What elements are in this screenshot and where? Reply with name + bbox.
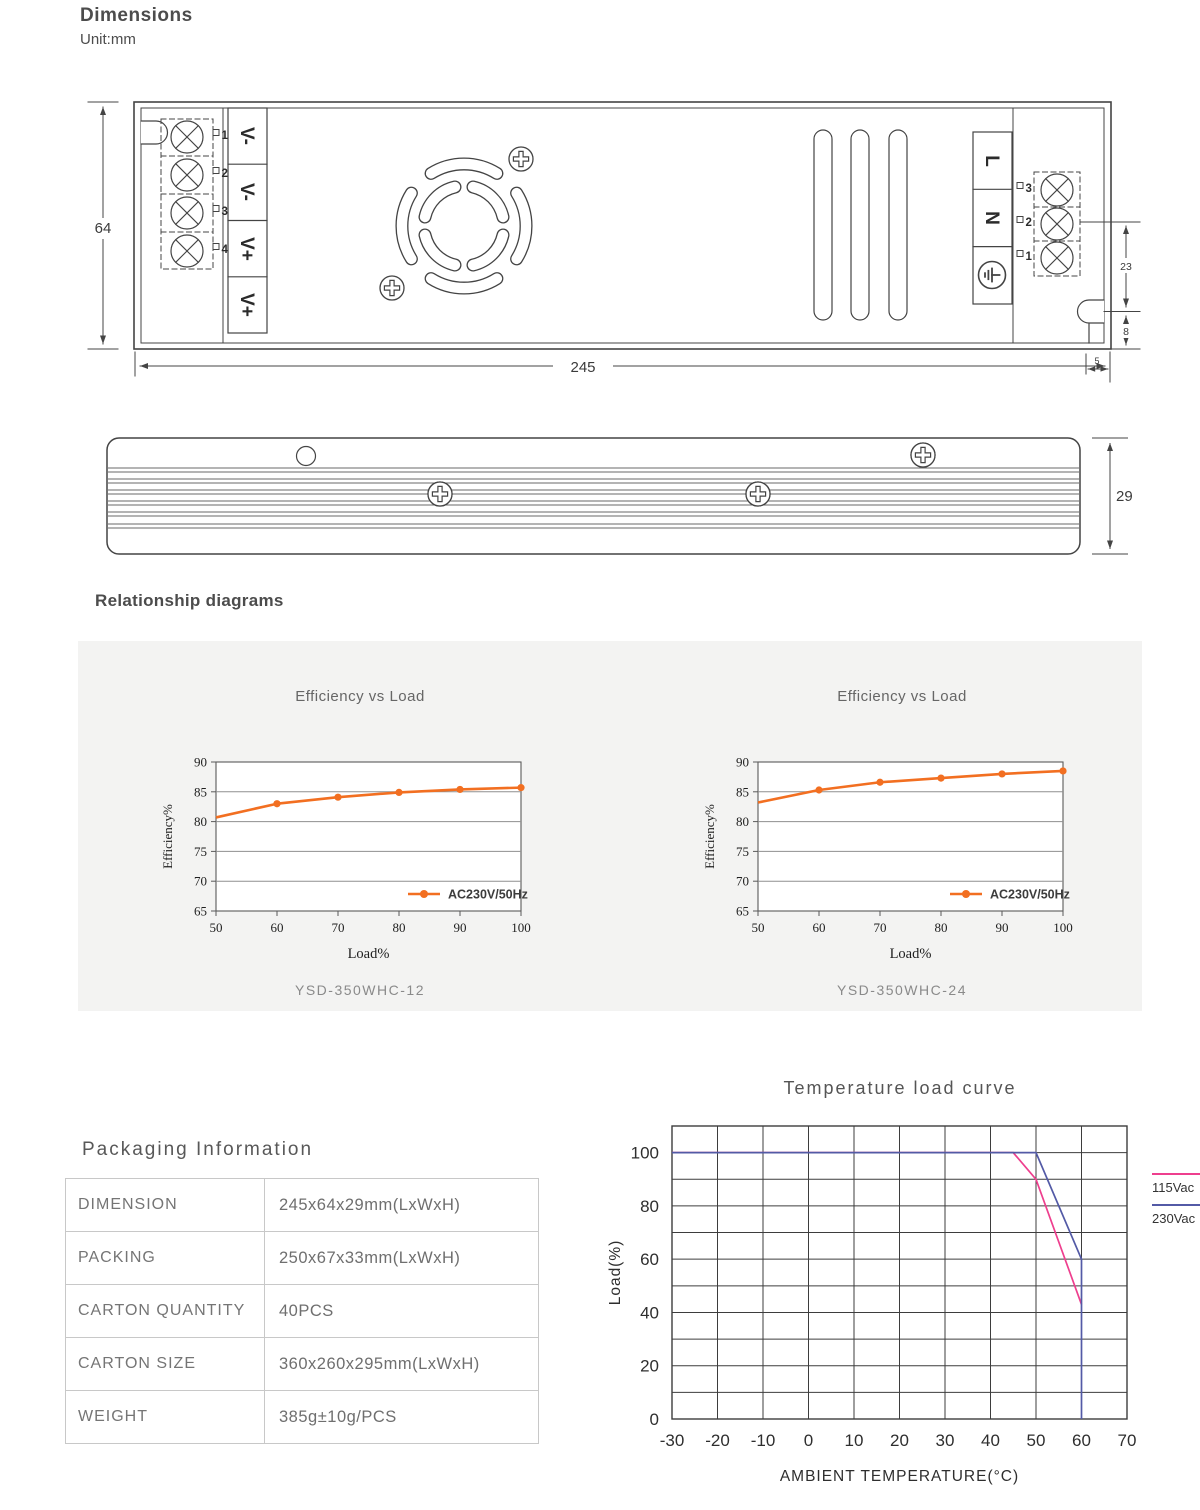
svg-text:L: L [981,155,1002,167]
table-row-value: 250x67x33mm(LxWxH) [279,1248,461,1267]
svg-text:V-: V- [236,183,257,201]
svg-text:Load%: Load% [347,946,390,962]
terminal-screw-icon [171,121,203,153]
svg-text:V+: V+ [236,293,257,317]
svg-text:-30: -30 [659,1431,685,1450]
svg-text:70: 70 [736,873,749,889]
svg-text:Efficiency%: Efficiency% [702,804,717,869]
vent-slots [814,130,907,320]
terminal-screw-icon [1041,208,1073,240]
svg-text:40: 40 [981,1431,1000,1450]
svg-text:5: 5 [1094,356,1100,366]
legend-line-115vac [1152,1173,1200,1175]
svg-text:N: N [981,211,1002,225]
svg-text:90: 90 [453,920,467,935]
svg-text:100: 100 [630,1143,659,1163]
svg-text:2: 2 [1025,217,1032,229]
svg-text:80: 80 [736,814,749,830]
svg-text:AC230V/50Hz: AC230V/50Hz [990,887,1070,902]
phillips-screw-icon [509,147,533,171]
table-row [66,1285,538,1338]
svg-text:90: 90 [995,920,1009,935]
input-terminal-block [973,132,1012,304]
svg-text:29: 29 [1116,488,1133,505]
svg-text:0: 0 [803,1431,814,1450]
efficiency-chart-24 [692,750,1112,965]
efficiency-chart-title-12: Efficiency vs Load [295,688,425,705]
svg-text:50: 50 [751,920,765,935]
dim-29 [1092,438,1139,554]
terminal-screw-icon [171,235,203,267]
svg-text:10: 10 [844,1431,864,1450]
terminal-screw-icon [171,197,203,229]
table-row-value: 40PCS [279,1301,334,1320]
terminal-screw-icon [1041,174,1073,206]
dim-245 [135,352,1110,382]
svg-text:100: 100 [1053,920,1073,935]
legend-label-230vac: 230Vac [1152,1211,1196,1226]
temperature-chart-title: Temperature load curve [783,1078,1017,1098]
svg-text:50: 50 [209,920,223,935]
side-view-drawing [107,438,1139,554]
svg-text:3: 3 [221,206,228,218]
svg-text:85: 85 [194,784,207,800]
table-row-label: CARTON QUANTITY [66,1285,265,1337]
svg-text:V-: V- [236,127,257,145]
svg-text:85: 85 [736,784,749,800]
table-row-value: 245x64x29mm(LxWxH) [279,1195,461,1214]
svg-text:90: 90 [194,754,207,770]
svg-text:AMBIENT TEMPERATURE(°C): AMBIENT TEMPERATURE(°C) [779,1468,1020,1485]
efficiency-chart-title-24: Efficiency vs Load [837,688,967,705]
svg-text:1: 1 [1025,251,1032,263]
svg-text:65: 65 [194,903,207,919]
output-terminal-block [228,108,267,333]
dimension-drawings [0,0,1200,600]
phillips-screw-icon [380,276,404,300]
svg-text:V+: V+ [236,237,257,261]
table-row-value: 385g±10g/PCS [279,1407,397,1426]
keyhole-notch-left [141,121,168,144]
svg-text:65: 65 [736,903,749,919]
chart-caption-24: YSD-350WHC-24 [837,982,967,998]
table-row [66,1338,538,1391]
svg-text:-20: -20 [705,1431,730,1450]
svg-text:Load%: Load% [889,946,932,962]
dim-64 [88,102,118,349]
table-row-label: PACKING [66,1232,265,1284]
svg-text:70: 70 [194,873,207,889]
table-row-value: 360x260x295mm(LxWxH) [279,1354,480,1373]
svg-text:60: 60 [270,920,284,935]
svg-text:60: 60 [640,1250,659,1270]
svg-text:60: 60 [1072,1431,1091,1450]
terminal-screw-icon [171,159,203,191]
svg-text:75: 75 [194,843,207,859]
svg-text:245: 245 [570,359,596,376]
svg-text:2: 2 [221,168,228,180]
case-outline [134,102,1111,349]
table-row-label: DIMENSION [66,1179,265,1231]
svg-text:64: 64 [94,220,112,237]
chart-caption-12: YSD-350WHC-12 [295,982,425,998]
svg-text:-10: -10 [750,1431,776,1450]
svg-text:80: 80 [392,920,406,935]
svg-text:Load(%): Load(%) [607,1239,624,1306]
dimensions-heading: Dimensions [80,5,193,26]
mounting-hole [297,447,316,466]
svg-text:23: 23 [1120,261,1132,273]
relationship-heading: Relationship diagrams [95,591,284,610]
svg-text:AC230V/50Hz: AC230V/50Hz [448,887,528,902]
temp-legend [1152,1173,1200,1226]
svg-text:70: 70 [331,920,345,935]
svg-text:1: 1 [221,130,228,142]
unit-label: Unit:mm [80,31,136,48]
svg-text:8: 8 [1123,326,1129,338]
svg-text:80: 80 [194,814,207,830]
svg-text:100: 100 [511,920,531,935]
svg-text:50: 50 [1026,1431,1046,1450]
packaging-heading: Packaging Information [82,1139,314,1160]
legend-label-115vac: 115Vac [1152,1180,1195,1195]
svg-text:80: 80 [934,920,948,935]
svg-text:40: 40 [640,1303,659,1323]
temperature-load-chart [600,1100,1200,1500]
svg-text:4: 4 [221,244,228,256]
svg-text:30: 30 [935,1431,955,1450]
svg-text:80: 80 [640,1196,659,1216]
efficiency-chart-12 [150,750,570,965]
svg-text:20: 20 [640,1356,659,1376]
legend-line-230vac [1152,1204,1200,1206]
svg-text:Efficiency%: Efficiency% [160,804,175,869]
svg-text:3: 3 [1025,183,1032,195]
table-row [66,1391,538,1444]
svg-text:70: 70 [1117,1431,1137,1450]
table-row [66,1179,538,1232]
packaging-table [65,1178,539,1444]
svg-text:90: 90 [736,754,749,770]
top-view-drawing [88,102,1140,382]
table-row-label: WEIGHT [66,1391,265,1443]
ground-icon [979,262,1006,289]
svg-text:0: 0 [649,1410,659,1429]
svg-text:60: 60 [812,920,826,935]
svg-text:70: 70 [873,920,887,935]
table-row-label: CARTON SIZE [66,1338,265,1390]
svg-text:20: 20 [890,1431,909,1450]
terminal-screw-icon [1041,242,1073,274]
table-row [66,1232,538,1285]
svg-text:75: 75 [736,843,749,859]
